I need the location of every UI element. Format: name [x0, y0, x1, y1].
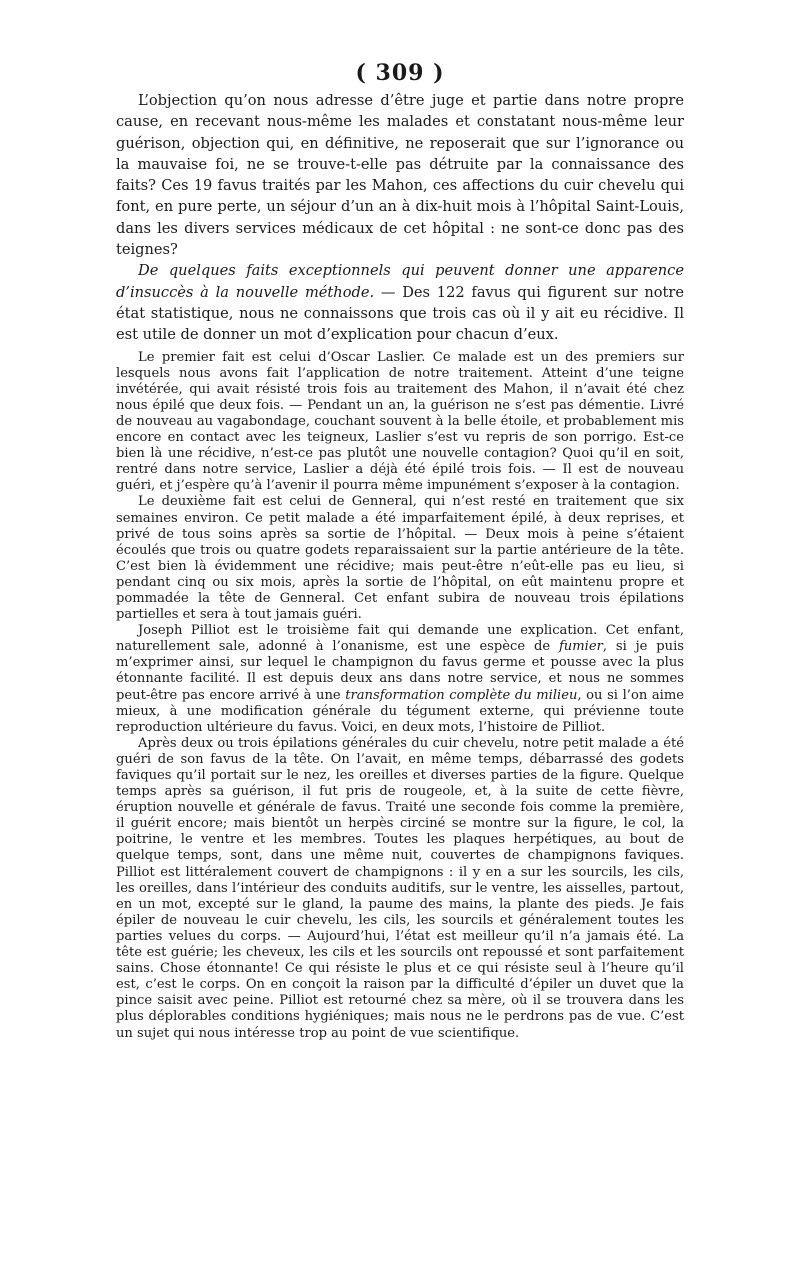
paragraph	[116, 260, 684, 345]
paragraph	[116, 90, 684, 260]
italic-text: transformation complète du milieu	[345, 687, 578, 703]
text-run: , ou si l’on aime mieux, à une modification générale du tégument externe, qui prévienne toute reproduction ultérieure du favus. Voici, en deux mots, l’histoire de Pilliot.	[116, 687, 685, 735]
page-number: ( 309 )	[355, 60, 445, 86]
paragraph	[116, 623, 684, 736]
italic-text: De quelques faits exceptionnels qui peuvent donner une apparence d’insuccès à la nouvelle méthode.	[116, 262, 684, 301]
text-run: , si je puis m’exprimer ainsi, sur lequel le champignon du favus germe et pousse avec la plus étonnante facilité. Il est depuis deux ans dans notre service, et nous ne sommes peut-être pas encore arrivé à une	[116, 639, 684, 703]
text-run: Après deux ou trois épilations générales du cuir chevelu, notre petit malade a été guéri de son favus de la tête. On l’avait, en même temps, débarrassé des godets faviques qu’il portait sur le nez, les oreilles et diverses parties de la figure. Quelque temps après sa guérison, il fut pris de rougeole, et, à la suite de cette fièvre, éruption nouvelle et générale de favus. Traité une seconde fois comme la première, il guérit encore; mais bientôt un herpès circiné se montre sur la figure, le col, la poitrine, le ventre et les membres. Toutes les plaques herpétiques, au bout de quelque temps, sont, dans une même nuit, couvertes de champignons faviques. Pilliot est littéralement couvert de champignons : il y en a sur les sourcils, les cils, les oreilles, dans l’intérieur des conduits auditifs, sur le ventre, les aisselles, partout, en un mot, excepté sur le gland, la paume des mains, la plante des pieds. Je fais épiler de nouveau le cuir chevelu, les cils, les sourcils et généralement toutes les parties velues du corps. — Aujourd’hui, l’état est meilleur qu’il n’a jamais été. La tête est guérie; les cheveux, les cils et les sourcils ont repoussé et sont parfaitement sains. Chose étonnante! Ce qui résiste le plus et ce qui résiste seul à l’heure qu’il est, c’est le corps. On en conçoit la raison par la difficulté d’épiler un duvet que la pince saisit avec peine. Pilliot est retourné chez sa mère, où il se trouvera dans les plus déplorables conditions hygiéniques; mais nous ne le perdrons pas de vue. C’est un sujet qui nous intéresse trop au point de vue scientifique.	[116, 735, 684, 1041]
text-run: Le premier fait est celui d’Oscar Laslier. Ce malade est un des premiers sur lesquels nous avons fait l’application de notre traitement. Atteint d’une teigne invétérée, qui avait résisté trois fois au traitement des Mahon, il n’avait été chez nous épilé que deux fois. — Pendant un an, la guérison ne s’est pas démentie. Livré de nouveau au vagabondage, couchant souvent à la belle étoile, et probablement mis encore en contact avec les teigneux, Laslier s’est vu repris de son porrigo. Est-ce bien là une récidive, n’est-ce pas plutôt une nouvelle contagion? Quoi qu’il en soit, rentré dans notre service, Laslier a déjà été épilé trois fois. — Il est de nouveau guéri, et j’espère qu’à l’avenir il pourra même impunément s’exposer à la contagion.	[116, 349, 684, 494]
italic-text: fumier	[558, 639, 603, 655]
paragraph	[116, 736, 684, 1042]
paragraph	[116, 350, 684, 495]
paragraph	[116, 494, 684, 623]
body-text	[116, 90, 684, 1042]
text-run: — Des 122 favus qui figurent sur notre état statistique, nous ne connaissons que trois cas où il y ait eu récidive. Il est utile de donner un mot d’explication pour chacun d’eux.	[116, 283, 684, 344]
text-run: Le deuxième fait est celui de Genneral, qui n’est resté en traitement que six semaines environ. Ce petit malade a été imparfaitement épilé, à deux reprises, et privé de tous soins après sa sortie de l’hôpital. — Deux mois à peine s’étaient écoulés que trois ou quatre godets reparaissaient sur la partie antérieure de la tête. C’est bien là évidemment une récidive; mais peut-être n’eût-elle pas eu lieu, si pendant cinq ou six mois, après la sortie de l’hôpital, on eût maintenu propre et pommadée la tête de Genneral. Cet enfant subira de nouveau trois épilations partielles et sera à tout jamais guéri.	[116, 494, 684, 623]
text-run: L’objection qu’on nous adresse d’être juge et partie dans notre propre cause, en recevant nous-même les malades et constatant nous-même leur guérison, objection qui, en définitive, ne reposerait que sur l’ignorance ou la mauvaise foi, ne se trouve-t-elle pas détruite par la connaissance des faits? Ces 19 favus traités par les Mahon, ces affections du cuir chevelu qui font, en pure perte, un séjour d’un an à dix-huit mois à l’hôpital Saint-Louis, dans les divers services médicaux de cet hôpital : ne sont-ce donc pas des teignes?	[116, 92, 684, 259]
text-run: Joseph Pilliot est le troisième fait qui demande une explication. Cet enfant, naturellement sale, adonné à l’onanisme, est une espèce de	[116, 623, 684, 655]
